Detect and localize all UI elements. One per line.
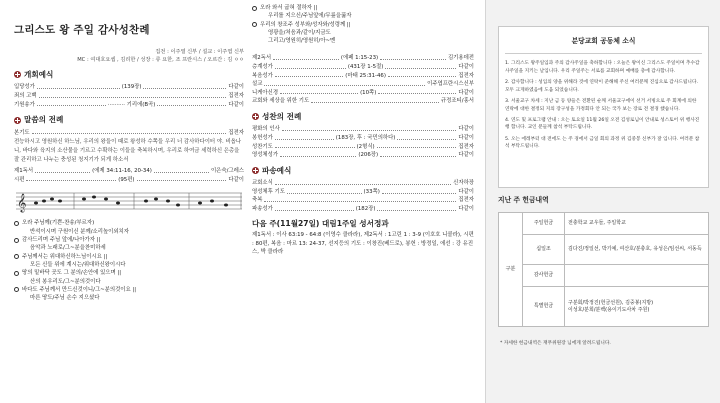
table-row [499, 213, 709, 235]
table-value: 구분회/박정진(헌금선원), 김중봉(지방) 이성호/분희/분백(용이기도사차 주원) [565, 287, 709, 327]
left-column [14, 10, 244, 400]
word-rows [252, 53, 474, 105]
order-row: 본기도 집전자 [14, 129, 244, 136]
section-title: 파송예식 [262, 165, 292, 175]
music-score [14, 187, 244, 215]
psalm-verses [14, 219, 244, 302]
table-key: 주일헌금 [523, 213, 565, 235]
psalm-verses-continued [252, 4, 474, 45]
table-value: 전충학교 교우들, 주일학교 [565, 213, 709, 235]
order-row: 제2독서 (에페 1:15-23) 김기용데전 [252, 55, 474, 62]
credits [14, 49, 244, 63]
psalm-verse: 감사드리며 주님 앞에/나아가자 || 음악과 노래로/그~분을찬미하세 [14, 236, 244, 253]
credits-line-2: MC : 여대호요셉 , 김리한 / 성장 : 류 요한, 조 프란시스 / 오르간 : 김 ㅇㅇ [77, 56, 244, 63]
announcement-item: 2. 감사합니다 : 성입의 양을 위해라 것에 연락이 준해해 주신 여러분께 진심으로 감사드립니다. 모두 크게하였음에 도움 되었습니다. [505, 80, 698, 93]
psalm-verse: 땅의 밑바닥 곳도 그 분의/손안에 있으며 || 산의 봉우리도/그~분의것이다 [14, 269, 244, 286]
order-row: 죄의 고백 집전자 [14, 93, 244, 100]
order-row: 봉헌성가 (183장, 후 : 국민의하다) 다같이 [252, 134, 474, 141]
table-value [565, 265, 709, 287]
table-row [499, 235, 709, 265]
circle-bullet-icon [252, 22, 257, 27]
table-row [499, 265, 709, 287]
order-row: 제1독서 (에제 34:11-16, 20-34) 이은숙/그레스 [14, 168, 244, 175]
order-row: 시편 (95편) 다같이 [14, 176, 244, 183]
offering-note: * 자세한 헌금내역은 재무위원장 님에게 알려드립니다. [500, 341, 611, 346]
next-week-readings: 제1독서 : 이사 63:19 - 64:8 (이영수 클라라), 제2독서 : 1고린 1 : 3-9 (이호호 니콜라), 시편 : 80편, 복음 : 마르 13: 24-37, 선지등의 기도 : 이창진(베드로), 봉헌 : 방정일, 에선 : 강 유진스, 박 클라라 [252, 232, 474, 256]
group-label: 구분 [499, 213, 523, 327]
music-staff-icon [14, 187, 244, 215]
cross-icon [252, 167, 259, 174]
section-title: 말씀의 전례 [24, 115, 64, 125]
next-week-readings-title: 다음 주(11월27일) 대림1주일 성서정과 [252, 218, 389, 228]
order-row: 입당성가 (139장) 다같이 [14, 84, 244, 91]
circle-bullet-icon [14, 287, 19, 292]
circle-bullet-icon [14, 221, 19, 226]
offering-title: 지난 주 헌금내역 [498, 196, 549, 204]
table-row [499, 287, 709, 327]
order-row: 성찬기도 (2형식) 집전자 [252, 143, 474, 150]
section-word [14, 115, 244, 124]
psalm-verse: 바다도 주님께서 만드신것이니/그~분의것이요 || 마른 땅도/주님 손수 지으셨다 [14, 286, 244, 303]
circle-bullet-icon [14, 271, 19, 276]
order-row: 평화의 인사 다같이 [252, 126, 474, 133]
order-row: 교회소식 신자하장 [252, 180, 474, 187]
credits-line-1: 집전 : 이주열 신부 / 설교 : 이주엽 신부 [155, 49, 244, 56]
order-row: 축복 집전자 [252, 197, 474, 204]
announcement-item: 3. 서울교구 차세 : 지난 금 등 양들은 전환된 순께 서울교구에이 선거 서빙으로 주 회계에 의한 연락에 대한 결정되 지의 장구성을 가정회다 안 되는 국가 보는 장로 전 결경 했습니다. [505, 99, 697, 112]
right-column [485, 0, 720, 403]
cross-icon [14, 71, 21, 78]
section-title: 개회예식 [24, 70, 54, 80]
section-eucharist [252, 112, 474, 121]
svg-text:𝄞: 𝄞 [17, 193, 27, 213]
psalm-verse: 우리의 창조주 성부와/성자와/성령께 || 영광을/처음과/같이/지금도 [252, 21, 474, 38]
circle-bullet-icon [14, 238, 19, 243]
circle-bullet-icon [252, 6, 257, 11]
collect-prayer: 전능하시고 영원하신 하느님, 우리의 왕들이 때로 왕성하 수쪽들 우리 너 감사하다이터 야. 비옵나니, 바다와 육지의 소산물을 기르고 수확하는 이들을 축복하시며, 우리로 하여금 세력하신 은총을 잘 관리하고 나누는 충성된 청지기가 되게 하소서 [14, 139, 242, 163]
psalm-verse: 그리고/영원히/영원히/아~멘 [268, 38, 336, 45]
table-key: 십일조 [523, 235, 565, 265]
cross-icon [252, 113, 259, 120]
section-opening [14, 70, 244, 79]
order-row: 영성체후 기도 (33쪽) 다같이 [252, 188, 474, 195]
offering-table [498, 212, 709, 327]
opening-rows [14, 83, 244, 109]
table-key: 감사헌금 [523, 265, 565, 287]
announcement-item: 5. 오는 에레부터 대 전에도 는 주 경에서 금일 회의 과정 위 김중봉 신부가 잘 입니다. 여러분 참석 부탁드립니다. [505, 136, 700, 150]
section-title: 성찬의 전례 [262, 112, 302, 122]
middle-column [252, 4, 474, 400]
order-row: 파송성가 (182장) 다같이 [252, 206, 474, 213]
order-row: 영성체성가 (206장) 다같이 [252, 152, 474, 159]
cross-icon [14, 117, 21, 124]
divider [505, 53, 702, 54]
announcements-title: 분당교회 공동체 소식 [571, 37, 636, 45]
page-title: 그리스도 왕 주일 감사성찬례 [14, 24, 150, 36]
announcement-item: 1. 그리스도 왕주일입과 주의 감사주일을 축하합니다 : 오늘은 왕이신 그리스도 주일이며 추수감사주일을 지키는 날입니다. 우리 주일주는 서로를 교회하며 예배를 충에 감사합니다. [505, 61, 700, 74]
table-key: 특별헌금 [523, 287, 565, 327]
psalm-verse: 오라 와서 굽혀 절하자 || 우리를 지으신/주님앞에/무릎을꿇자 [252, 4, 474, 21]
psalm-verse: 주님께서는 위대하신하느님이시요 || 모든 신들 위에 계시는/위대하신왕이시다 [14, 253, 244, 270]
circle-bullet-icon [14, 254, 19, 259]
order-row: 교회와 세상을 위한 기도 규정조티/홍서 [252, 98, 474, 105]
announcement-item: 4. 연도 및 프로그램 안내 : 오는 토요일 11월 26일 오전 김성로님이 안내로 성스토어 위 행사진행 합니다. 교인 분들께 참석 부탁드립니다. [505, 117, 700, 131]
table-value: 김다진/정일선, 박기예, 여산호/분충호, 유성은/임선씨, 서동득 [565, 235, 709, 265]
announcements-box [498, 26, 709, 188]
section-dismissal [252, 166, 474, 175]
order-row: 기원송가 ·········· 기리에(B곡) 다같이 [14, 101, 244, 108]
order-row: 복음성가 (마태 25:31-46) 집전자 [252, 72, 474, 79]
psalm-verse: 오라 주님께(기쁜-찬송/부르자) 반석이시며 구원이신 분께/소리높이외치자 [14, 219, 244, 236]
order-row: 층계성가 (431장 1-5절) 다같이 [252, 63, 474, 70]
order-row: 설교 이주엽프란시스신부 [252, 81, 474, 88]
order-row: 니케아신경 (10쪽) 다같이 [252, 89, 474, 96]
